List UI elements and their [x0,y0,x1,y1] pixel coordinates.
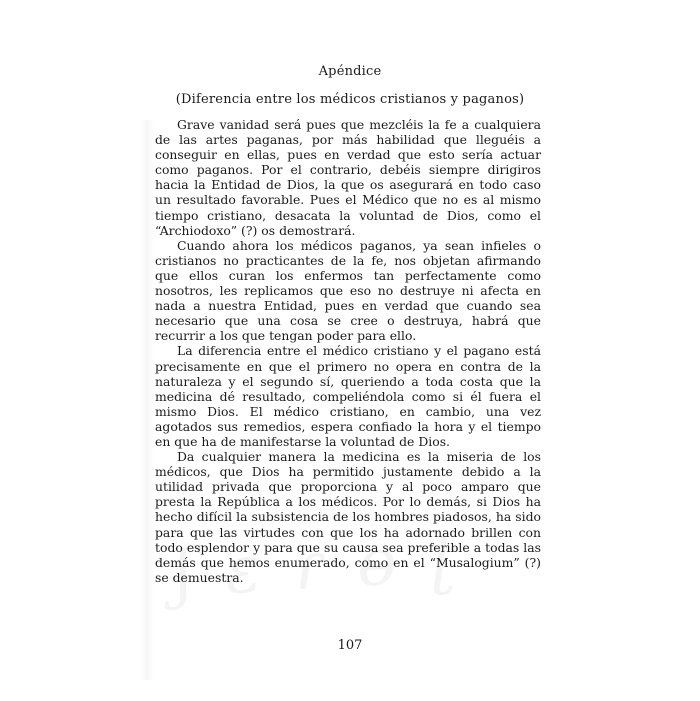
paragraph-1: Grave vanidad será pues que mezcléis la fe a cualquiera de las artes paganas, por más habilidad que lleguéis a conseguir en ellas, pues en verdad que esto sería actuar como paganos. Por el contrario, debéis siempre dirigiros hacia la Entidad de Dios, la que os asegurará en todo caso un resultado favorable. Pues el Médico que no es al mismo tiempo cristiano, desacata la voluntad de Dios, como el “Archiodoxo” (?) os demostrará. [155,117,541,238]
paragraph-3: La diferencia entre el médico cristiano y el pagano está precisamente en que el primero no opera en contra de la naturaleza y el segundo sí, queriendo a toda costa que la medicina dé resultado, compeliéndola como si él fuera el mismo Dios. El médico cristiano, en cambio, una vez agotados sus remedios, espera confiado la hora y el tiempo en que ha de manifestarse la voluntad de Dios. [155,343,541,449]
body-text [155,117,541,585]
gutter-shadow [140,120,154,680]
section-subheading: (Diferencia entre los médicos cristianos y paganos) [175,92,525,107]
page-number: 107 [337,638,363,653]
section-heading: Apéndice [318,64,382,79]
paragraph-2: Cuando ahora los médicos paganos, ya sean infieles o cristianos no practicantes de la fe, nos objetan afirmando que ellos curan los enfermos tan perfectamente como nosotros, les replicamos que eso no destruye ni afecta en nada a nuestra Entidad, pues en verdad que cuando sea necesario que una cosa se cree o destruya, habrá que recurrir a los que tengan poder para ello. [155,237,541,344]
paragraph-4: Da cualquier manera la medicina es la miseria de los médicos, que Dios ha permitido justamente debido a la utilidad privada que proporciona y al poco amparo que presta la República a los médicos. Por lo demás, si Dios ha hecho difícil la subsistencia de los hombres piadosos, ha sido para que las virtudes con que los ha adornado brillen con todo esplendor y para que su causa sea preferible a todas las demás que hemos enumerado, como en el “Musalogium” (?) se demuestra. [155,449,541,585]
